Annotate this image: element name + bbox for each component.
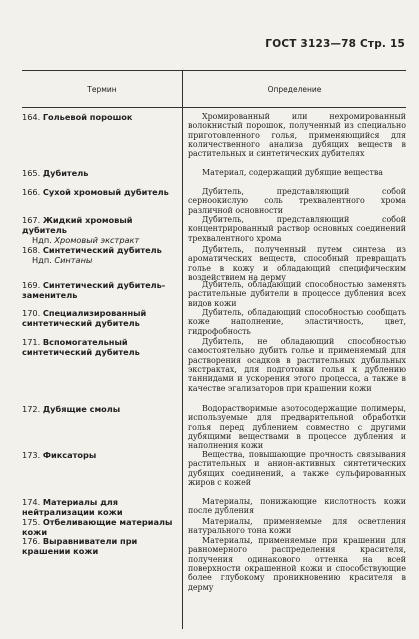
term-172: 172. Дубящие смолы bbox=[22, 404, 121, 414]
term-168: 168. Синтетический дубитель Ндп. Синтаны bbox=[22, 245, 162, 265]
definition-171: Дубитель, не обладающий способностью самостоятельно дубить голье и применяемый для растворения осадков в растительных дубильных экстрактах, для подготовки голья к дублению таннидами и ускорения этого процесса, а также в качестве эгализаторов при крашении кожи bbox=[188, 337, 406, 393]
definition-164: Хромированный или нехромированный волокнистый порошок, полученный из специально приготовленного голья, применяющийся для количественного анализа дубящих веществ в растительных и синтетических дубителях bbox=[188, 112, 406, 159]
column-header-term: Термин bbox=[22, 71, 183, 107]
term-174: 174. Материалы для нейтрализации кожи bbox=[22, 497, 123, 517]
term-176: 176. Выравниватели при крашении кожи bbox=[22, 536, 138, 556]
term-173: 173. Фиксаторы bbox=[22, 450, 97, 460]
definition-176: Материалы, применяемые при крашении для равномерного распределения красителя, получения одинакового оттенка на всей поверхности окрашенной кожи и способствующие более глубокому проникновению красителя в дерму bbox=[188, 536, 406, 592]
table-header bbox=[22, 71, 406, 108]
column-divider bbox=[182, 107, 183, 629]
term-169: 169. Синтетический дубитель-заменитель bbox=[22, 280, 166, 300]
term-170: 170. Специализированный синтетический дубитель bbox=[22, 308, 147, 328]
term-165: 165. Дубитель bbox=[22, 168, 89, 178]
definition-166: Дубитель, представляющий собой серноокислую соль трехвалентного хрома различной основности bbox=[188, 187, 406, 215]
term-164: 164. Гольевой порошок bbox=[22, 112, 133, 122]
definition-170: Дубитель, обладающий способностью сообщать коже наполнение, эластичность, цвет, гидрофобность bbox=[188, 308, 406, 336]
definition-168: Дубитель, полученный путем синтеза из ароматических веществ, способный превращать голье в кожу и обладающий специфическим воздействием на дерму bbox=[188, 245, 406, 283]
definition-167: Дубитель, представляющий собой концентрированный раствор основных соединений трехвалентного хрома bbox=[188, 215, 406, 243]
definition-173: Вещества, повышающие прочность связывания растительных и анион-активных синтетических дубящих соединений, а также сульфированных жиров с кожей bbox=[188, 450, 406, 488]
table-body bbox=[22, 107, 406, 629]
definition-169: Дубитель, обладающий способностью заменять растительные дубители в процессе дубления всех видов кожи bbox=[188, 280, 406, 308]
term-171: 171. Вспомогательный синтетический дубитель bbox=[22, 337, 140, 357]
column-header-definition: Определение bbox=[267, 84, 322, 94]
term-175: 175. Отбеливающие материалы кожи bbox=[22, 517, 173, 537]
terms-table bbox=[22, 70, 406, 108]
term-167: 167. Жидкий хромовый дубитель Ндп. Хромовый экстракт bbox=[22, 215, 140, 245]
definition-175: Материалы, применяемые для осветления натурального тона кожи bbox=[188, 517, 406, 536]
page-header: ГОСТ 3123—78 Стр. 15 bbox=[265, 38, 405, 50]
term-166: 166. Сухой хромовый дубитель bbox=[22, 187, 169, 197]
definition-174: Материалы, понижающие кислотность кожи после дубления bbox=[188, 497, 406, 516]
definition-172: Водорастворимые азотосодержащие полимеры, используемые для предварительной обработки голья перед дублением совместно с другими дубящими веществами в процессе дубления и наполнения кожи bbox=[188, 404, 406, 451]
definition-165: Материал, содержащий дубящие вещества bbox=[202, 168, 383, 177]
